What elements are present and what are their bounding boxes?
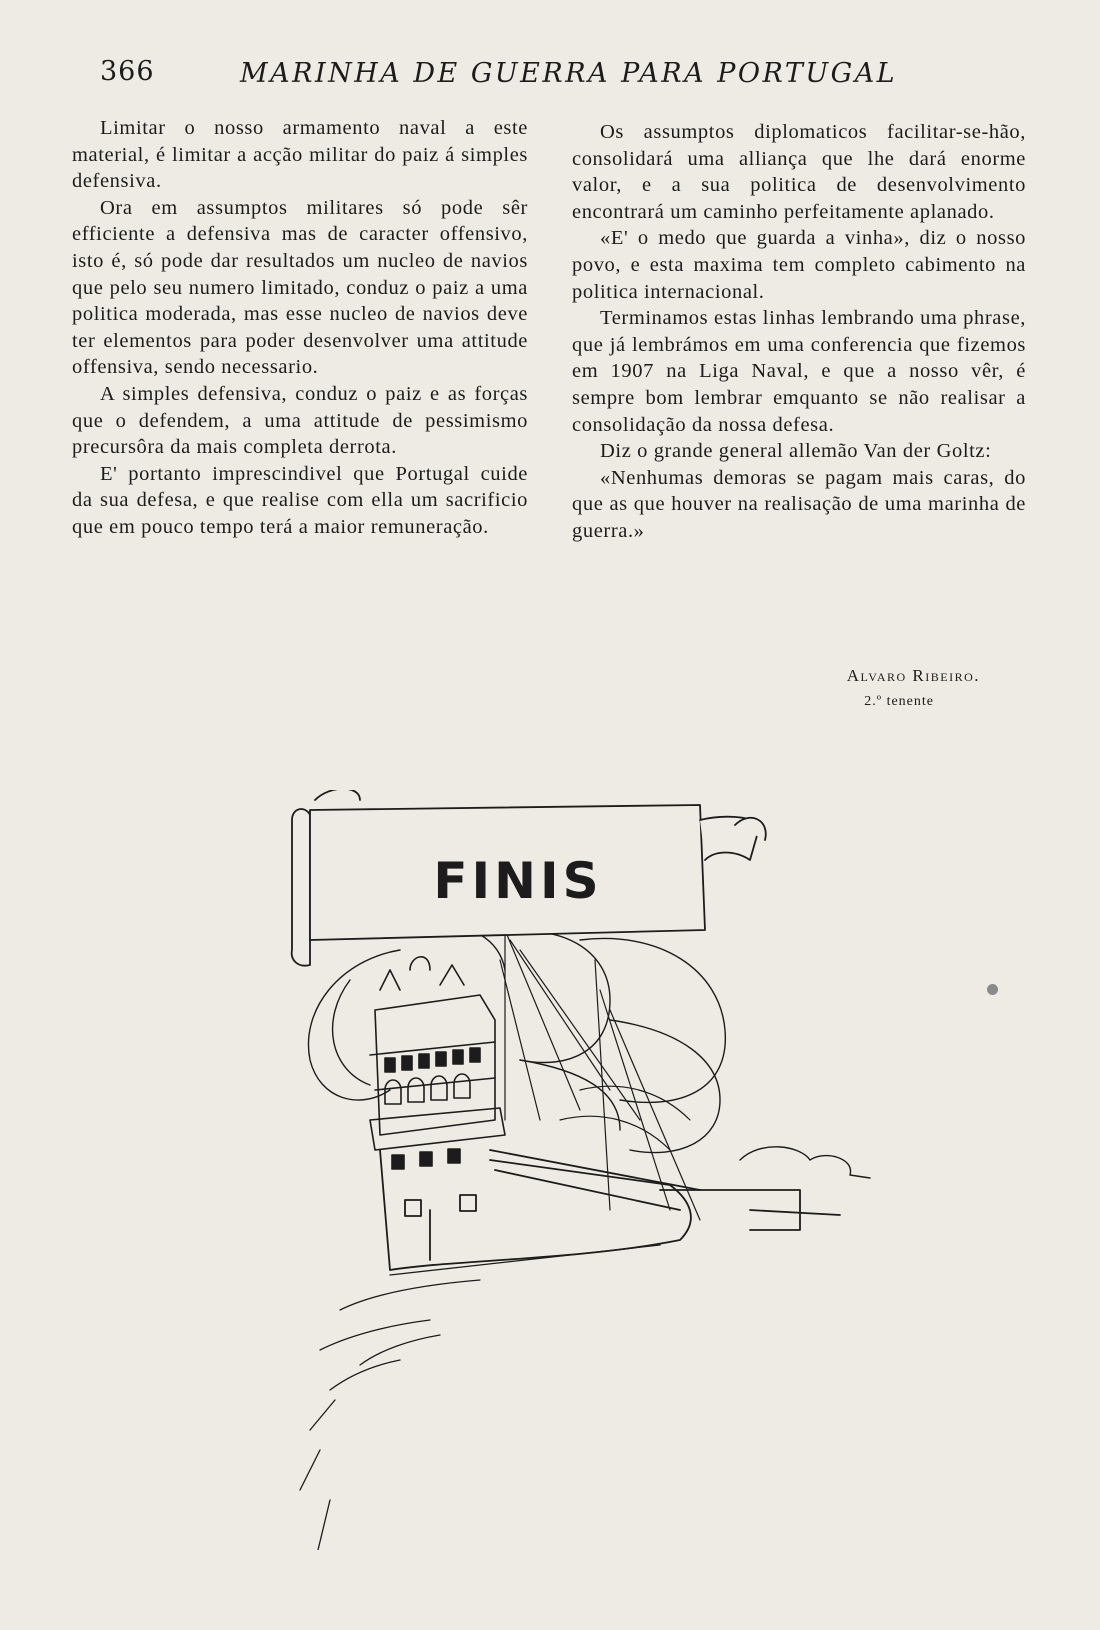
- text-column-left: [72, 115, 528, 541]
- quotation: «Nenhumas demoras se pagam mais caras, do que as que houver na realisação de uma marinha de guerra.»: [572, 466, 1026, 542]
- page-number: 366: [100, 56, 155, 87]
- text-column-right: [572, 119, 1026, 545]
- running-title: MARINHA DE GUERRA PARA PORTUGAL: [240, 58, 898, 89]
- signature: [760, 666, 980, 710]
- paragraph: Terminamos estas linhas lembrando uma phrase, que já lembrámos em uma conferencia que fizemos em 1907 na Liga Naval, e que a nosso vêr, é sempre bom lembrar emquanto se não realisar a consolidação da nossa defesa.: [572, 307, 1026, 436]
- wake-drawing: [300, 1245, 660, 1550]
- paragraph: Diz o grande general allemão Van der Goltz:: [600, 440, 992, 463]
- paragraph: Ora em assumptos militares só pode sêr efficiente a defensiva mas de caracter offensivo, isto é, só pode dar resultados um nucleo de navios que pelo seu numero limitado, conduz o paiz a uma politica moderada, mas esse nucleo de navios deve ter elementos para poder desenvolver uma attitude offensiva, sendo necessario.: [72, 196, 528, 379]
- paper-speck: [987, 984, 998, 995]
- author-rank: 2.º tenente: [864, 694, 934, 709]
- paragraph: Limitar o nosso armamento naval a este material, é limitar a acção militar do paiz á simples defensiva.: [72, 117, 528, 193]
- paragraph: A simples defensiva, conduz o paiz e as forças que o defendem, a uma attitude de pessimismo precursôra da mais completa derrota.: [72, 382, 528, 459]
- paragraph: «E' o medo que guarda a vinha», diz o nosso povo, e esta maxima tem completo cabimento na politica internacional.: [572, 227, 1026, 303]
- finis-banner-text: FINIS: [433, 852, 603, 910]
- paragraph: E' portanto imprescindivel que Portugal cuide da sua defesa, e que realise com ella um sacrificio que em pouco tempo terá a maior remuneração.: [72, 462, 528, 538]
- page-header: [100, 56, 898, 96]
- paragraph: Os assumptos diplomaticos facilitar-se-hão, consolidará uma alliança que lhe dará enorme valor, e a sua politica de desenvolvimento encontrará um caminho perfeitamente aplanado.: [572, 121, 1026, 223]
- author-name: Alvaro Ribeiro.: [846, 666, 980, 685]
- stern-castle-drawing: [370, 957, 505, 1169]
